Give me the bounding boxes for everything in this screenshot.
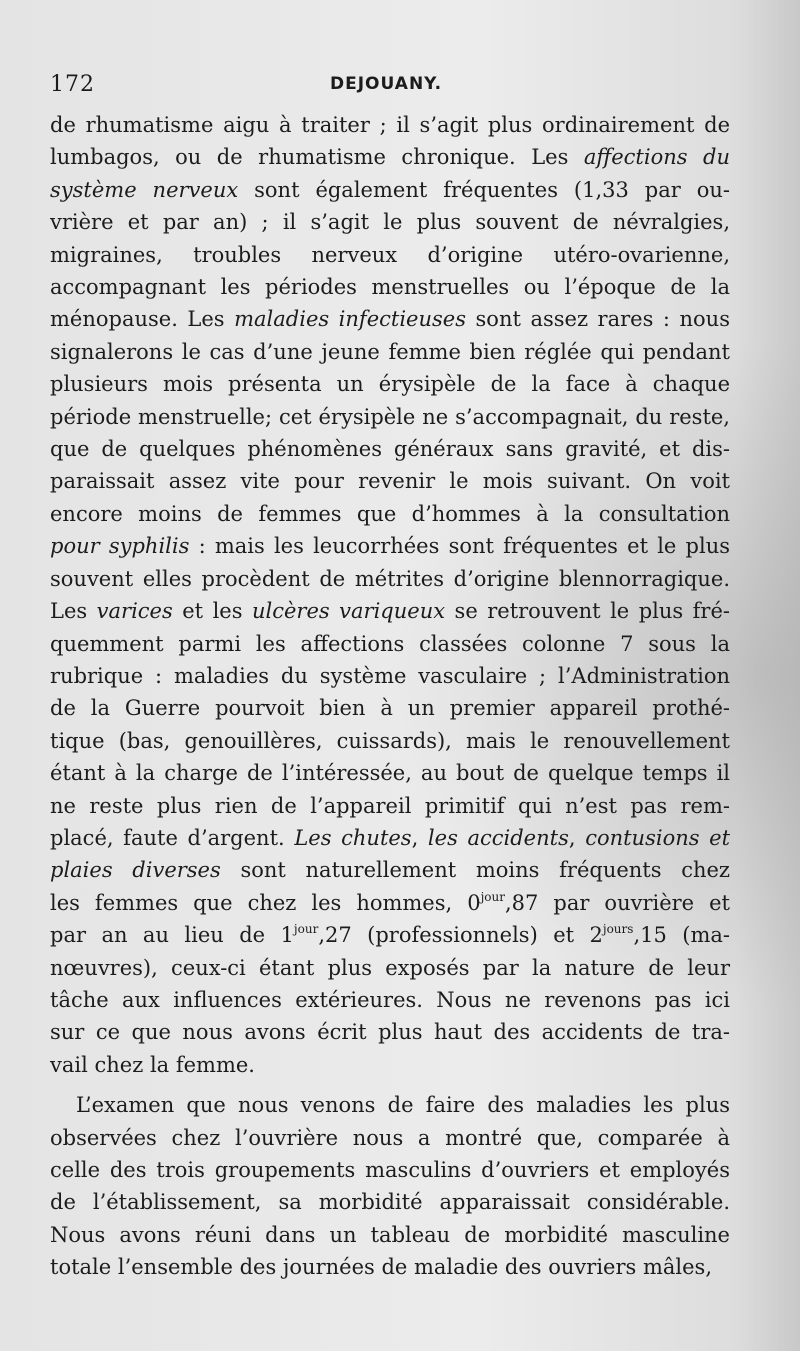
italic-text: les accidents — [427, 825, 569, 850]
text-line — [50, 109, 730, 141]
text-line — [50, 887, 730, 919]
text-span: Les — [50, 599, 97, 624]
text-span: , — [568, 825, 586, 850]
italic-text: Les chutes — [294, 825, 412, 850]
superscript: jours — [602, 922, 634, 937]
text-line — [50, 530, 730, 562]
text-span: rubrique : maladies du système vasculaire ; l’Administration — [50, 663, 730, 688]
text-span: et les — [172, 599, 252, 624]
text-span: ,87 par ouvrière et — [505, 890, 730, 915]
superscript: jour — [293, 922, 319, 937]
text-span: observées chez l’ouvrière nous a montré que, comparée à — [50, 1125, 730, 1150]
text-line — [50, 433, 730, 465]
text-span: Nous avons réuni dans un tableau de morbidité masculine — [50, 1222, 730, 1247]
text-span: tâche aux influences extérieures. Nous ne revenons pas ici — [50, 987, 730, 1012]
italic-text: ulcères variqueux — [252, 599, 446, 624]
text-span: de rhumatisme aigu à traiter ; il s’agit plus ordinairement de — [50, 113, 730, 137]
italic-text: système nerveux — [50, 177, 239, 202]
text-line — [50, 498, 730, 530]
text-line — [50, 725, 730, 757]
paragraph — [50, 109, 730, 1081]
text-span: sont naturellement moins fréquents chez — [220, 858, 730, 883]
text-span: période menstruelle; cet érysipèle ne s’accompagnait, du reste, — [50, 404, 730, 429]
text-line — [50, 1122, 730, 1154]
text-span: par an au lieu de 1 — [50, 923, 294, 948]
page-header — [50, 72, 730, 104]
text-line — [50, 368, 730, 400]
text-line — [50, 336, 730, 368]
text-line — [50, 239, 730, 271]
text-line — [50, 757, 730, 789]
text-line — [50, 141, 730, 173]
text-line — [50, 1089, 730, 1121]
text-span: ,15 (ma- — [633, 923, 730, 948]
text-span: quemment parmi les affections classées colonne 7 sous la — [50, 631, 730, 656]
text-span: que de quelques phénomènes généraux sans gravité, et dis- — [50, 437, 730, 462]
text-span: sont également fréquentes (1,33 par ou- — [238, 177, 730, 202]
text-line — [50, 660, 730, 692]
italic-text: contusions et — [585, 825, 731, 850]
running-head: DEJOUANY. — [330, 74, 443, 94]
superscript: jour — [480, 889, 505, 904]
text-span: souvent elles procèdent de métrites d’origine blennorragique. — [50, 566, 730, 591]
text-span: de l’établissement, sa morbidité apparaissait considérable. — [50, 1190, 730, 1215]
text-line — [50, 563, 730, 595]
text-span: ne reste plus rien de l’appareil primitif qui n’est pas rem- — [50, 793, 730, 818]
italic-text: plaies diverses — [50, 858, 221, 883]
text-span: sont assez rares : nous — [465, 307, 730, 332]
text-span: tique (bas, genouillères, cuissards), mais le renouvellement — [50, 728, 730, 753]
italic-text: affections du — [583, 145, 730, 170]
text-line — [50, 822, 730, 854]
text-span: placé, faute d’argent. — [50, 825, 295, 850]
text-span: signalerons le cas d’une jeune femme bien réglée qui pendant — [50, 339, 730, 364]
text-line — [50, 271, 730, 303]
text-span: plusieurs mois présenta un érysipèle de la face à chaque — [50, 372, 730, 397]
text-line — [50, 303, 730, 335]
paragraph — [50, 1089, 730, 1283]
text-line — [50, 854, 730, 886]
text-span: de la Guerre pourvoit bien à un premier appareil prothé- — [50, 696, 730, 721]
text-span: , — [411, 825, 428, 850]
text-span: vrière et par an) ; il s’agit le plus souvent de névralgies, — [50, 210, 730, 235]
text-line — [50, 1186, 730, 1218]
text-line — [50, 790, 730, 822]
text-span: migraines, troubles nerveux d’origine utéro-ovarienne, — [50, 242, 730, 267]
text-line — [50, 1049, 730, 1081]
italic-text: pour syphilis — [50, 534, 190, 559]
text-line — [50, 1016, 730, 1048]
text-line — [50, 1154, 730, 1186]
text-span: totale l’ensemble des journées de maladie des ouvriers mâles, — [50, 1255, 712, 1280]
text-span: : mais les leucorrhées sont fréquentes et le plus — [189, 534, 731, 559]
text-line — [50, 984, 730, 1016]
text-line — [50, 952, 730, 984]
text-span: encore moins de femmes que d’hommes à la consultation — [50, 501, 730, 526]
text-span: celle des trois groupements masculins d’ouvriers et employés — [50, 1158, 730, 1182]
text-line — [50, 401, 730, 433]
body-text — [50, 109, 730, 1284]
text-span: ,27 (professionnels) et 2 — [318, 923, 603, 948]
text-line — [50, 692, 730, 724]
text-span: étant à la charge de l’intéressée, au bout de quelque temps il — [50, 761, 730, 786]
text-span: ménopause. Les — [50, 307, 235, 332]
text-span: accompagnant les périodes menstruelles ou l’époque de la — [50, 275, 730, 300]
text-span: vail chez la femme. — [50, 1052, 255, 1077]
italic-text: maladies infectieuses — [234, 307, 466, 332]
text-line — [50, 174, 730, 206]
italic-text: varices — [96, 599, 173, 624]
text-span: sur ce que nous avons écrit plus haut des accidents de tra- — [50, 1020, 730, 1045]
text-line — [50, 1251, 730, 1283]
text-line — [50, 595, 730, 627]
text-line — [50, 465, 730, 497]
text-line — [50, 206, 730, 238]
page-number: 172 — [50, 72, 95, 97]
text-span: se retrouvent le plus fré- — [445, 599, 730, 624]
text-span: lumbagos, ou de rhumatisme chronique. Les — [50, 145, 584, 170]
text-span: nœuvres), ceux-ci étant plus exposés par la nature de leur — [50, 955, 730, 980]
text-line — [50, 1219, 730, 1251]
text-span: L’examen que nous venons de faire des maladies les plus — [76, 1093, 730, 1118]
text-line — [50, 628, 730, 660]
text-line — [50, 919, 730, 951]
text-span: les femmes que chez les hommes, 0 — [50, 890, 481, 915]
text-span: paraissait assez vite pour revenir le mois suivant. On voit — [50, 469, 730, 494]
